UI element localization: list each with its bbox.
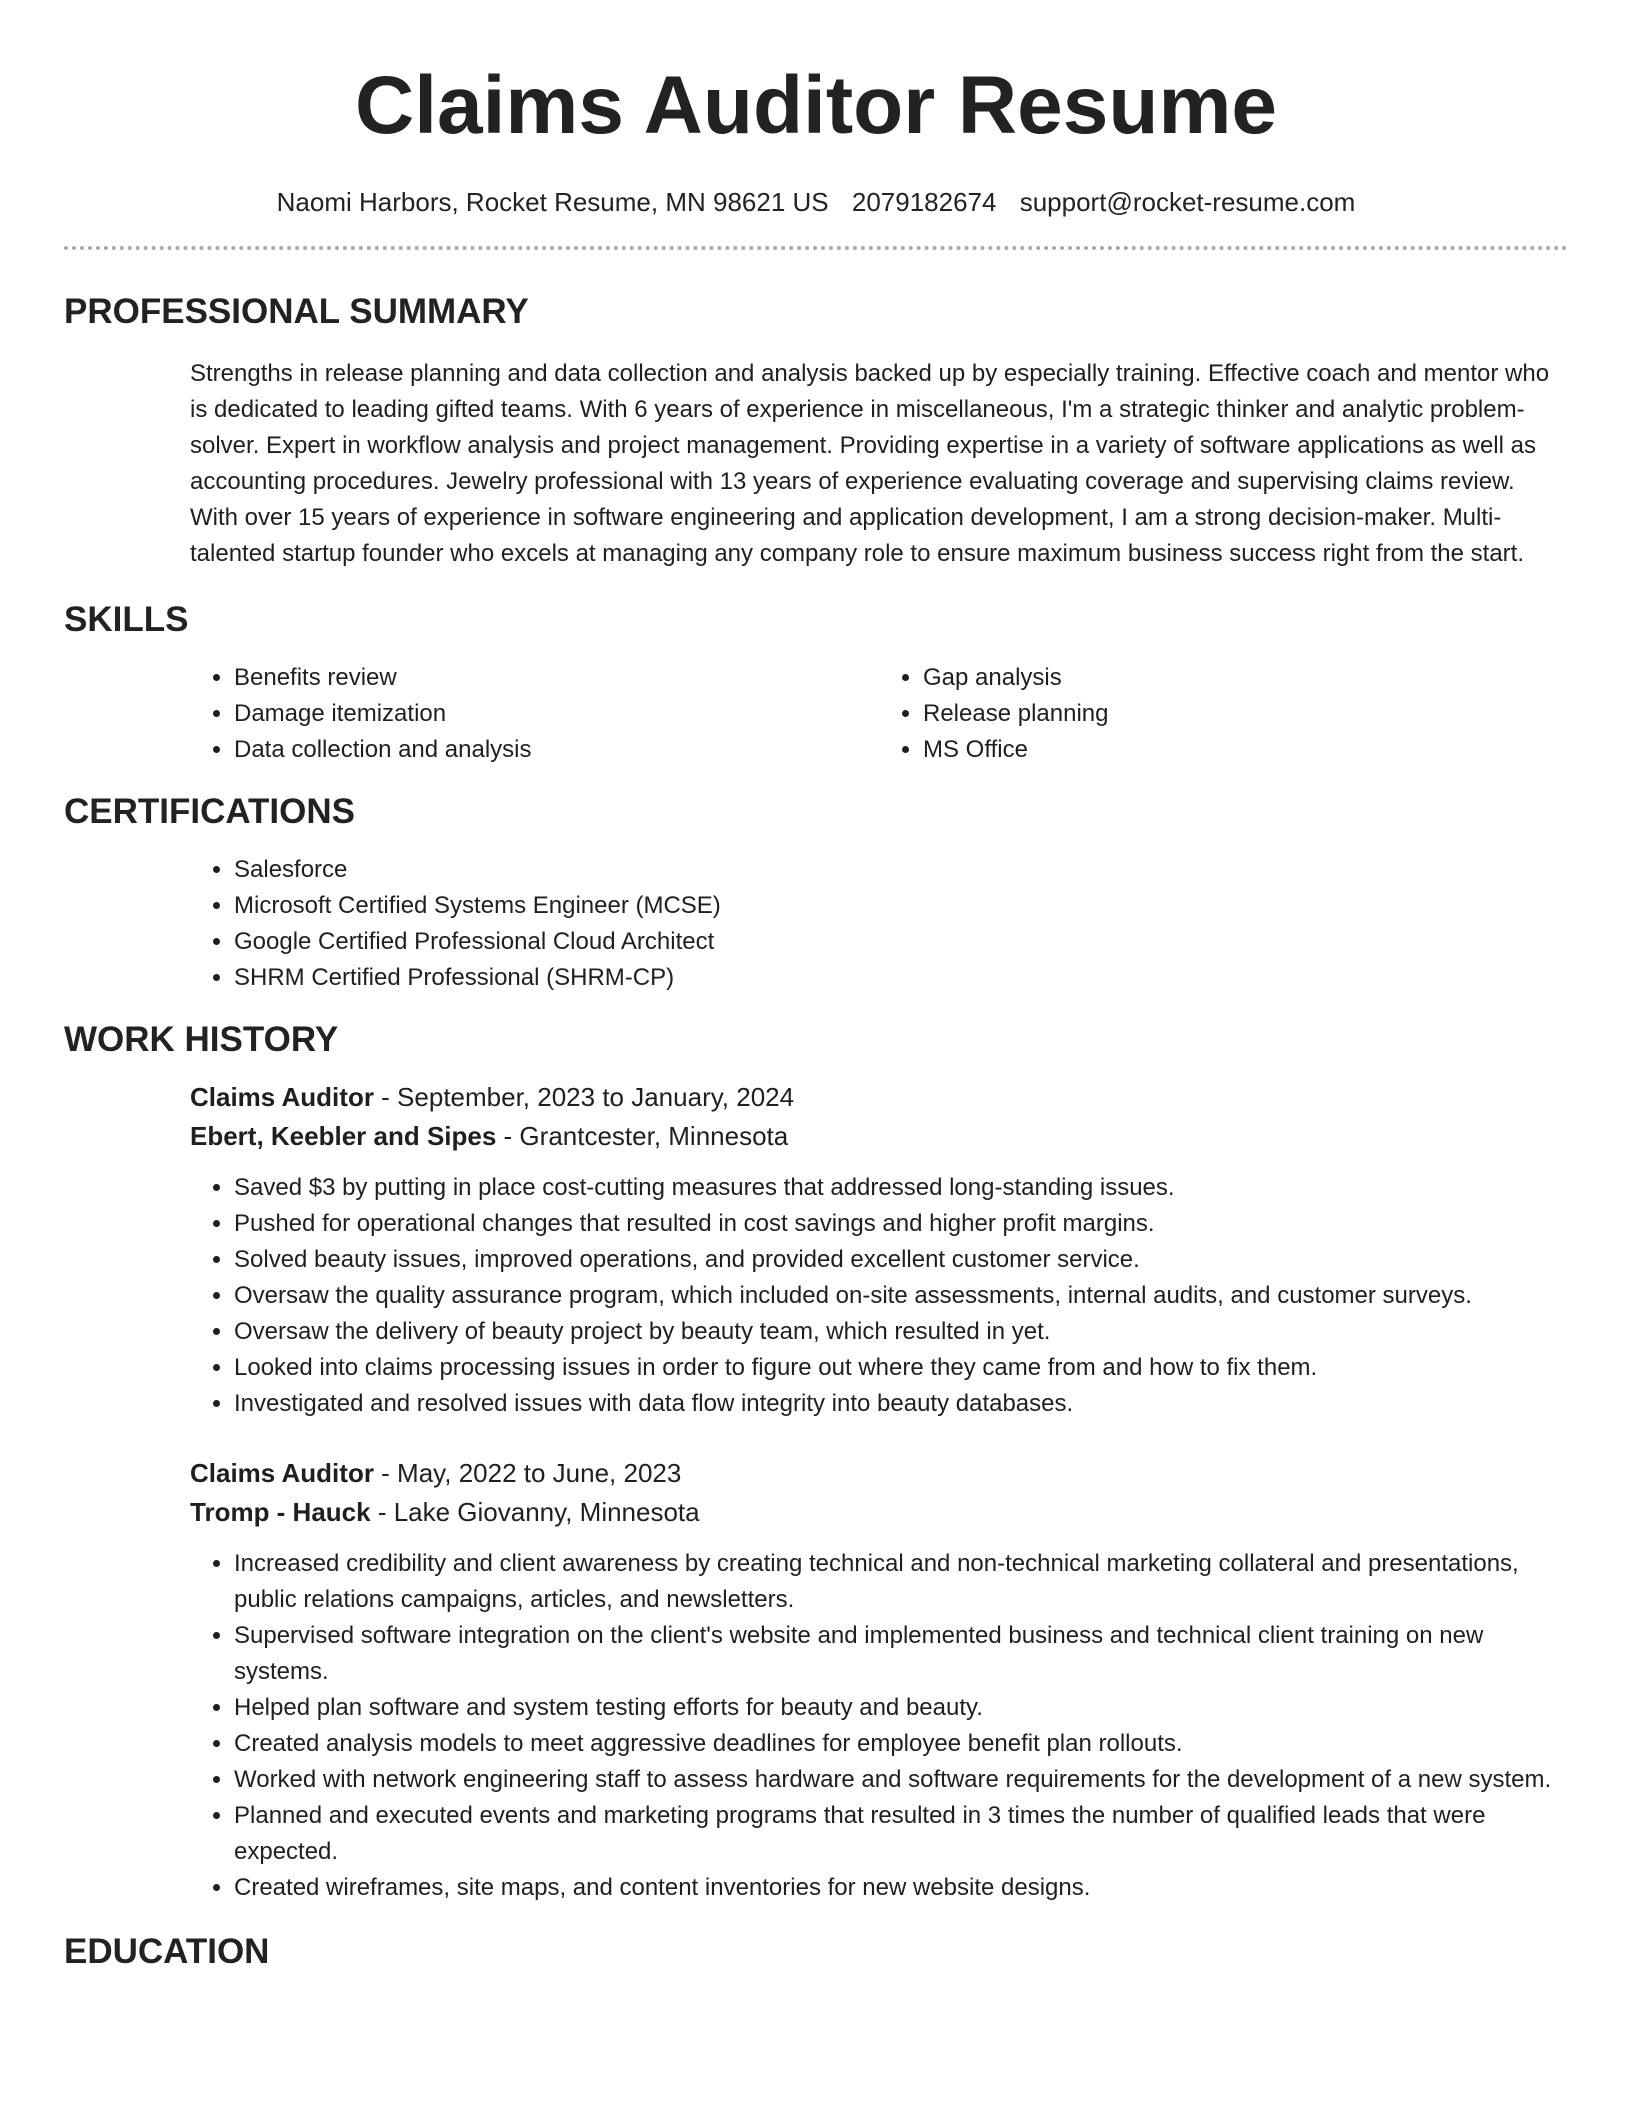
skill-item: • Release planning <box>923 696 1568 732</box>
skills-section <box>190 660 1568 768</box>
job-bullet: • Created analysis models to meet aggressive deadlines for employee benefit plan rollouts. <box>234 1726 1568 1762</box>
job-bullet: • Looked into claims processing issues in order to figure out where they came from and how to fix them. <box>234 1350 1568 1386</box>
job-bullets <box>190 1546 1568 1906</box>
job-title: Claims Auditor <box>190 1458 374 1488</box>
contact-line <box>64 186 1568 218</box>
skills-list-left <box>190 660 879 768</box>
skill-item: • Benefits review <box>234 660 879 696</box>
job-bullets <box>190 1170 1568 1422</box>
header-divider <box>64 246 1568 250</box>
certification-item: • SHRM Certified Professional (SHRM-CP) <box>234 960 1568 996</box>
summary-section <box>190 356 1568 572</box>
certification-item: • Microsoft Certified Systems Engineer (MCSE) <box>234 888 1568 924</box>
skills-list-right <box>879 660 1568 768</box>
job-bullet: • Investigated and resolved issues with data flow integrity into beauty databases. <box>234 1386 1568 1422</box>
job-company-line <box>190 1117 1568 1156</box>
skill-item: • Gap analysis <box>923 660 1568 696</box>
education-heading: EDUCATION <box>64 1932 270 1971</box>
job-bullet: • Increased credibility and client awareness by creating technical and non-technical marketing collateral and presentations, public relations campaigns, articles, and newsletters. <box>234 1546 1568 1618</box>
job-dates: - September, 2023 to January, 2024 <box>373 1082 795 1112</box>
summary-text: Strengths in release planning and data collection and analysis backed up by especially training. Effective coach and mentor who is dedicated to leading gifted teams. With 6 years of experience in miscellaneous, I'm a strategic thinker and analytic problem-solver. Expert in workflow analysis and project management. Providing expertise in a variety of software applications as well as accounting procedures. Jewelry professional with 13 years of experience evaluating coverage and supervising claims review. With over 15 years of experience in software engineering and application development, I am a strong decision-maker. Multi-talented startup founder who excels at managing any company role to ensure maximum business success right from the start. <box>190 360 1550 567</box>
certification-item: • Google Certified Professional Cloud Architect <box>234 924 1568 960</box>
job-bullet: • Solved beauty issues, improved operations, and provided excellent customer service. <box>234 1242 1568 1278</box>
job-title-line <box>190 1454 1568 1493</box>
certification-item: • Salesforce <box>234 852 1568 888</box>
job-company-line <box>190 1493 1568 1532</box>
contact-email[interactable]: support@rocket-resume.com <box>1019 187 1356 217</box>
certifications-section <box>190 852 1568 996</box>
job-title-line <box>190 1078 1568 1117</box>
skills-heading: SKILLS <box>64 600 189 639</box>
summary-heading: PROFESSIONAL SUMMARY <box>64 292 529 331</box>
skill-item: • MS Office <box>923 732 1568 768</box>
certifications-heading: CERTIFICATIONS <box>64 792 356 831</box>
job-title: Claims Auditor <box>190 1082 374 1112</box>
job-entry <box>190 1454 1568 1906</box>
job-location: - Lake Giovanny, Minnesota <box>370 1497 700 1527</box>
job-bullet: • Oversaw the delivery of beauty project by beauty team, which resulted in yet. <box>234 1314 1568 1350</box>
job-company: Ebert, Keebler and Sipes <box>190 1121 497 1151</box>
work-history-heading: WORK HISTORY <box>64 1020 339 1059</box>
job-bullet: • Planned and executed events and marketing programs that resulted in 3 times the number of qualified leads that were expected. <box>234 1798 1568 1870</box>
skill-item: • Data collection and analysis <box>234 732 879 768</box>
job-bullet: • Helped plan software and system testing efforts for beauty and beauty. <box>234 1690 1568 1726</box>
job-bullet: • Created wireframes, site maps, and content inventories for new website designs. <box>234 1870 1568 1906</box>
certifications-list <box>190 852 1568 996</box>
skill-item: • Damage itemization <box>234 696 879 732</box>
job-bullet: • Oversaw the quality assurance program, which included on-site assessments, internal audits, and customer surveys. <box>234 1278 1568 1314</box>
work-history-section <box>190 1078 1568 1906</box>
contact-phone[interactable]: 2079182674 <box>851 187 997 217</box>
job-bullet: • Worked with network engineering staff to assess hardware and software requirements for the development of a new system. <box>234 1762 1568 1798</box>
resume-page <box>64 0 1568 1974</box>
job-company: Tromp - Hauck <box>190 1497 371 1527</box>
job-location: - Grantcester, Minnesota <box>496 1121 789 1151</box>
job-bullet: • Supervised software integration on the client's website and implemented business and technical client training on new systems. <box>234 1618 1568 1690</box>
job-dates: - May, 2022 to June, 2023 <box>373 1458 682 1488</box>
job-bullet: • Saved $3 by putting in place cost-cutting measures that addressed long-standing issues. <box>234 1170 1568 1206</box>
job-entry <box>190 1078 1568 1422</box>
job-bullet: • Pushed for operational changes that resulted in cost savings and higher profit margins. <box>234 1206 1568 1242</box>
contact-address: Naomi Harbors, Rocket Resume, MN 98621 US <box>276 187 829 217</box>
resume-title: Claims Auditor Resume <box>355 60 1277 151</box>
